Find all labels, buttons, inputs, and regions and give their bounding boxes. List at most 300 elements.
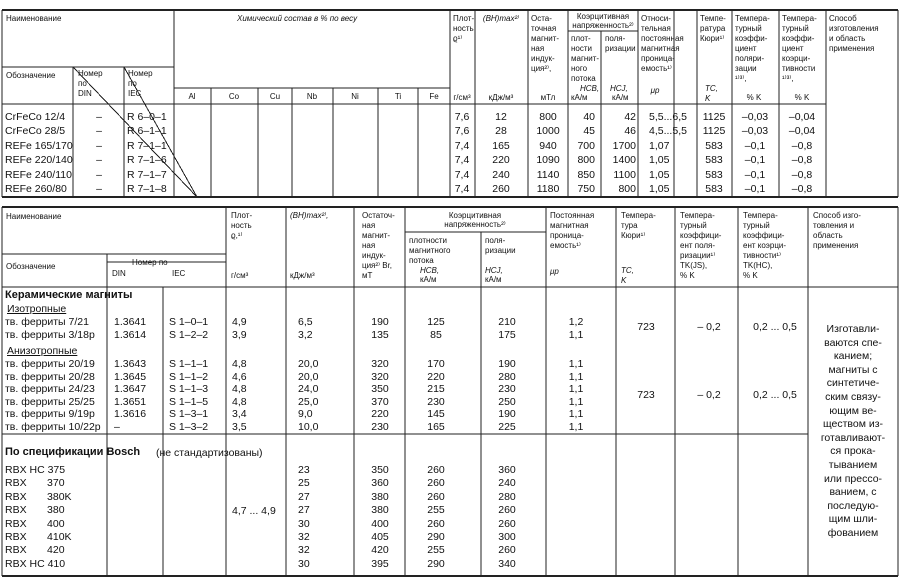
row-hcj: 260 [498, 517, 516, 530]
row-name: тв. ферриты 24/23 [5, 383, 95, 395]
row-perm: 1,1 [568, 408, 584, 420]
br-header: индук- [362, 251, 386, 260]
row-bh: 27 [298, 504, 310, 517]
row-iec: S 1–1–3 [169, 383, 209, 395]
row-hcj: 240 [498, 477, 516, 490]
perm-header: магнитная [550, 221, 589, 230]
row-name: REFe 165/170 [5, 139, 73, 152]
br-header: магнит- [362, 231, 391, 240]
tkcoer-header: TK(HC), [743, 261, 773, 270]
row-name: тв. ферриты 20/28 [5, 370, 95, 383]
tkpol-unit: % K [746, 93, 762, 102]
row-bh: 240 [492, 168, 510, 181]
row-hcj: 800 [618, 183, 636, 195]
row-density: 4,8 [232, 358, 247, 370]
iec-header: Номер [128, 69, 153, 78]
row-bh: 20,0 [298, 370, 319, 383]
density-header: ность [231, 221, 252, 230]
row-name: CrFeCo 12/4 [5, 111, 66, 123]
row-hcb: 145 [427, 408, 445, 420]
designation-header: Обозначение [6, 71, 56, 80]
br-header: точная [531, 24, 557, 33]
method-note: ванием, с [829, 486, 877, 499]
anisotropic-curie: 723 [637, 389, 655, 401]
row-tkpol: –0,03 [741, 125, 769, 138]
tkpol-header: ¹⁾³⁾, [735, 74, 747, 83]
row-bh: 220 [492, 154, 510, 167]
row-hcj: 230 [498, 383, 516, 395]
din-header: по [78, 79, 87, 88]
row-iec: S 1–2–2 [169, 328, 209, 341]
coerc-flux-header: магнитного [409, 246, 451, 255]
method-header: Способ изго- [813, 211, 861, 220]
method-note: или прессо- [823, 472, 883, 485]
row-din: 1.3641 [114, 316, 147, 328]
row-br: 1090 [536, 154, 560, 167]
isotropic-group-title: Изотропные [7, 303, 67, 315]
row-density: 7,4 [454, 154, 470, 167]
tkcoer-header: турный [782, 24, 809, 33]
hcj-header: HCJ, [485, 266, 503, 275]
row-bh: 10,0 [298, 420, 319, 433]
tkcoer-unit: % K [743, 271, 758, 280]
row-tkpol: –0,1 [744, 168, 766, 181]
coerc-pol-header: ризации [605, 44, 636, 53]
row-density: 7,4 [454, 183, 470, 195]
br-header: индук- [531, 54, 555, 63]
row-br: 395 [371, 557, 389, 570]
row-hcj: 225 [498, 420, 516, 433]
coerc-pol-header: ризации [485, 246, 516, 255]
row-density: 7,6 [454, 111, 470, 123]
row-tkcoer: –0,8 [791, 168, 813, 181]
row-perm: 1,1 [568, 370, 584, 383]
row-hcj: 42 [624, 111, 636, 123]
bosch-section-title: По спецификации Bosch [5, 446, 141, 458]
row-perm: 1,2 [568, 316, 584, 328]
tkpol-header: ризации¹⁾ [680, 251, 716, 260]
bosch-density: 4,7 ... 4,9 [232, 505, 276, 517]
row-br: 380 [371, 490, 389, 503]
br-unit: мТл [540, 93, 556, 102]
row-bh: 12 [495, 111, 507, 123]
row-perm: 1,1 [568, 328, 584, 341]
row-perm: 4,5...5,5 [649, 125, 687, 138]
perm-header: магнитная [641, 44, 680, 53]
bh-unit: кДж/м³ [488, 93, 514, 102]
row-iec: R 7–1–7 [127, 168, 167, 181]
iec-header: IEC [128, 89, 142, 98]
row-hcb: 700 [577, 139, 595, 152]
row-tkpol: –0,1 [744, 183, 766, 195]
tkcoer-header: тивности¹⁾ [743, 251, 782, 260]
isotropic-tkcoer: 0,2 ... 0,5 [753, 321, 797, 333]
method-header: область [813, 231, 843, 240]
row-hcj: 1700 [612, 139, 636, 152]
coerc-flux-header: магнит- [571, 54, 600, 63]
row-iec: S 1–3–1 [169, 408, 209, 420]
row-iec: S 1–1–5 [169, 395, 209, 408]
row-hcb: 255 [427, 504, 445, 517]
method-header: и область [829, 34, 866, 43]
element-header: Cu [269, 92, 281, 101]
row-iec: R 7–1–6 [127, 154, 167, 167]
row-hcb: 750 [577, 183, 595, 195]
row-hcj: 250 [498, 395, 516, 408]
coerc-header: Коэрцитивная [576, 12, 630, 21]
row-br: 800 [539, 111, 557, 123]
row-hcb: 220 [427, 370, 445, 383]
coerc-flux-header: плотности [409, 236, 448, 245]
perm-header: емость¹⁾ [550, 241, 581, 250]
isotropic-curie: 723 [637, 321, 655, 333]
row-hcb: 850 [577, 168, 595, 181]
row-bh: 30 [298, 517, 310, 530]
coerc-pol-header: поля- [605, 34, 626, 43]
row-perm: 1,1 [568, 358, 584, 370]
row-perm: 1,05 [649, 168, 670, 181]
row-br: 360 [371, 477, 389, 490]
density-unit: г/см³ [453, 93, 471, 102]
row-hcb: 260 [427, 517, 445, 530]
row-density: 3,9 [232, 328, 247, 341]
row-name: тв. ферриты 9/19р [5, 408, 95, 420]
curie-unit: K [621, 276, 627, 285]
method-note: ся прока- [830, 445, 876, 458]
coerc-pol-header: поля- [485, 236, 506, 245]
row-name: тв. ферриты 20/19 [5, 358, 95, 370]
anisotropic-tkcoer: 0,2 ... 0,5 [753, 389, 797, 401]
curie-unit: TC, [621, 266, 634, 275]
row-name: тв. ферриты 10/22р [5, 420, 101, 433]
density-header: Плот- [453, 14, 475, 23]
row-hcj: 340 [498, 557, 516, 570]
row-bh: 24,0 [298, 383, 319, 395]
coerc-flux-header: ного [571, 64, 588, 73]
row-perm: 1,07 [649, 139, 670, 152]
br-header: ция²⁾ Br, [362, 261, 393, 270]
anisotropic-tkpol: – 0,2 [697, 389, 721, 401]
row-bh: 3,2 [298, 328, 313, 341]
row-din: 1.3614 [114, 328, 147, 341]
row-br: 405 [371, 531, 389, 543]
row-hcj: 260 [498, 544, 516, 557]
row-iec: R 7–1–1 [127, 139, 167, 152]
element-header: Co [228, 92, 240, 101]
row-hcb: 800 [577, 154, 595, 167]
row-bh: 30 [298, 557, 310, 570]
row-hcj: 190 [498, 358, 516, 370]
row-density: 3,5 [232, 420, 247, 433]
row-name: REFe 260/80 [5, 183, 67, 195]
perm-header: емость¹⁾ [641, 64, 672, 73]
row-br: 940 [539, 139, 557, 152]
density-header: ность [453, 24, 474, 33]
curie-unit: TC, [705, 84, 718, 93]
density-unit: г/см³ [231, 271, 249, 280]
row-din: – [114, 420, 120, 433]
din-header: DIN [112, 269, 126, 278]
method-header: изготовления [829, 24, 879, 33]
row-hcb: 45 [583, 125, 595, 138]
row-name: RBX 400 [5, 517, 65, 530]
tkpol-header: зации [735, 64, 757, 73]
row-density: 4,8 [232, 395, 247, 408]
row-density: 7,4 [454, 168, 470, 181]
row-bh: 27 [298, 490, 310, 503]
perm-header: проница- [550, 231, 584, 240]
row-br: 230 [371, 420, 389, 433]
iec-header: по [128, 79, 137, 88]
isotropic-tkpol: – 0,2 [697, 321, 721, 333]
row-din: – [96, 183, 102, 195]
designation-header: Обозначение [6, 262, 56, 271]
row-bh: 23 [298, 464, 310, 476]
density-header: ϱ,¹⁾ [231, 231, 243, 240]
iec-header: IEC [172, 269, 186, 278]
method-note: ским связу- [825, 391, 881, 403]
row-bh: 165 [492, 139, 510, 152]
row-hcj: 360 [498, 464, 516, 476]
row-hcb: 290 [427, 557, 445, 570]
row-hcj: 1400 [612, 154, 636, 167]
coerc-flux-header: плот- [571, 34, 591, 43]
tkpol-header: турный [735, 24, 762, 33]
row-iec: S 1–1–1 [169, 358, 209, 370]
tkpol-header: поляри- [735, 54, 765, 63]
row-br: 190 [371, 316, 389, 328]
method-note: последую- [827, 499, 879, 512]
row-bh: 25 [298, 477, 310, 490]
coerc-header: напряженность²⁾ [572, 21, 634, 30]
row-din: – [96, 111, 102, 123]
row-perm: 5,5...6,5 [649, 111, 687, 123]
row-br: 350 [371, 464, 389, 476]
row-br: 1000 [536, 125, 560, 138]
chem-header: Химический состав в % по весу [237, 14, 358, 23]
tkcoer-header: ент коэрци- [743, 241, 787, 250]
row-name: тв. ферриты 3/18р [5, 328, 95, 341]
row-din: 1.3647 [114, 383, 147, 395]
row-density: 3,4 [232, 408, 247, 420]
row-hcb: 260 [427, 464, 445, 476]
row-perm: 1,05 [649, 183, 670, 195]
row-hcj: 260 [498, 504, 516, 517]
tkcoer-header: Темпера- [743, 211, 778, 220]
row-hcb: 125 [427, 316, 445, 328]
method-header: товления и [813, 221, 855, 230]
row-tkcoer: –0,8 [791, 154, 813, 167]
row-hcj: 210 [498, 316, 516, 328]
perm-unit: μp [650, 86, 660, 95]
row-din: – [96, 139, 102, 152]
row-br: 370 [371, 395, 389, 408]
row-bh: 260 [492, 183, 510, 195]
br-header: ная [362, 221, 376, 230]
bh-header: (BH)max²⁾ [482, 14, 520, 23]
tkcoer-header: коэффи- [782, 34, 815, 43]
tkpol-header: циент [735, 44, 757, 53]
method-note: магниты с [828, 363, 878, 376]
row-curie: 583 [705, 168, 723, 181]
row-br: 1140 [536, 168, 560, 181]
row-br: 400 [371, 517, 389, 530]
hcb-unit: кА/м [420, 275, 437, 284]
method-note: фованием [827, 527, 879, 539]
row-iec: S 1–3–2 [169, 420, 209, 433]
row-curie: 1125 [702, 111, 726, 123]
row-din: 1.3616 [114, 408, 147, 420]
element-header: Al [188, 92, 196, 101]
row-iec: S 1–1–2 [169, 370, 209, 383]
tkcoer-header: коэффици- [743, 231, 785, 240]
name-header: Наименование [6, 14, 62, 23]
row-br: 320 [371, 358, 389, 370]
row-name: RBX HC 410 [5, 557, 66, 570]
row-hcb: 260 [427, 490, 445, 503]
method-note: Изготавли- [826, 323, 880, 335]
row-curie: 583 [705, 154, 723, 167]
tkpol-unit: % K [680, 271, 695, 280]
tkpol-header: коэффи- [735, 34, 768, 43]
tkcoer-header: циент [782, 44, 804, 53]
row-curie: 583 [705, 183, 723, 195]
row-density: 4,9 [232, 316, 247, 328]
row-hcb: 170 [427, 358, 445, 370]
tkcoer-header: ¹⁾³⁾, [782, 74, 794, 83]
row-name: REFe 240/110 [5, 168, 72, 181]
row-name: тв. ферриты 7/21 [5, 316, 89, 328]
row-tkpol: –0,1 [744, 154, 766, 167]
method-note: готавливают- [820, 431, 886, 444]
row-din: – [96, 154, 102, 167]
row-hcj: 1100 [613, 168, 636, 181]
row-bh: 28 [495, 125, 507, 138]
row-density: 4,6 [232, 370, 247, 383]
row-iec: R 6–1–1 [127, 125, 167, 138]
tkpol-header: TK(JS), [680, 261, 708, 270]
density-header: Плот- [231, 211, 253, 220]
curie-header: ратура [700, 24, 726, 33]
row-tkcoer: –0,04 [788, 125, 816, 138]
row-din: 1.3643 [114, 358, 147, 370]
tkpol-header: Темпера- [735, 14, 770, 23]
row-perm: 1,1 [568, 420, 584, 433]
br-header: Остаточ- [362, 211, 395, 220]
row-hcb: 40 [583, 111, 595, 123]
row-hcb: 215 [427, 383, 445, 395]
row-tkpol: –0,1 [744, 139, 766, 152]
row-hcj: 46 [624, 125, 636, 138]
method-note: ваются спе- [824, 336, 882, 349]
perm-header: Относи- [641, 14, 671, 23]
method-note: канием; [833, 350, 873, 363]
coerc-flux-header: ности [571, 44, 592, 53]
row-din: 1.3651 [114, 395, 147, 408]
row-bh: 9,0 [298, 408, 313, 420]
tkcoer-header: тивности [782, 64, 816, 73]
row-din: 1.3645 [114, 370, 147, 383]
method-note: щим шли- [828, 513, 878, 526]
curie-header: Кюри¹⁾ [700, 34, 725, 43]
coerc-header: Коэрцитивная [448, 211, 502, 220]
tkpol-header: турный [680, 221, 707, 230]
perm-header: Постоянная [550, 211, 595, 220]
curie-header: Кюри¹⁾ [621, 231, 646, 240]
row-br: 420 [371, 544, 389, 557]
element-header: Fe [429, 92, 439, 101]
tkpol-header: ент поля- [680, 241, 716, 250]
row-name: RBX 420 [5, 544, 65, 557]
row-perm: 1,05 [649, 154, 670, 167]
row-name: RBX 380K [5, 490, 72, 503]
row-density: 7,4 [454, 139, 470, 152]
row-br: 320 [371, 370, 389, 383]
bh-header: (BH)max²⁾, [290, 211, 329, 220]
tkcoer-unit: % K [794, 93, 810, 102]
element-header: Nb [306, 92, 318, 101]
hcb-header: HCB, [420, 266, 440, 275]
method-note: ющим ве- [829, 404, 877, 417]
bosch-note: (не стандартизованы) [156, 447, 263, 459]
row-iec: R 7–1–8 [127, 183, 167, 195]
ceramic-section-title: Керамические магниты [5, 289, 133, 301]
tkcoer-header: коэрци- [782, 54, 811, 63]
row-hcb: 255 [427, 544, 445, 557]
perm-header: тельная [641, 24, 671, 33]
row-density: 7,6 [454, 125, 470, 138]
method-header: применения [813, 241, 859, 250]
row-name: RBX HC 375 [5, 464, 66, 476]
row-br: 220 [371, 408, 389, 420]
row-hcj: 190 [498, 408, 516, 420]
bh-unit: кДж/м³ [290, 271, 315, 280]
row-tkcoer: –0,8 [791, 183, 813, 195]
curie-header: Темпе- [700, 14, 726, 23]
row-br: 135 [371, 328, 389, 341]
br-unit: мТ [362, 271, 373, 280]
row-din: – [96, 168, 102, 181]
tkpol-header: коэффици- [680, 231, 722, 240]
din-header: DIN [78, 89, 92, 98]
row-din: – [96, 125, 102, 138]
hcj-unit: кА/м [612, 93, 629, 102]
row-density: 4,8 [232, 383, 247, 395]
row-br: 1180 [536, 183, 560, 195]
row-hcj: 175 [498, 328, 516, 341]
tkcoer-header: турный [743, 221, 770, 230]
name-header: Наименование [6, 212, 62, 221]
br-header: ная [362, 241, 376, 250]
row-name: RBX 370 [5, 477, 65, 490]
row-curie: 1125 [702, 125, 726, 138]
din-header: Номер [78, 69, 103, 78]
br-header: магнит- [531, 34, 560, 43]
br-header: ная [531, 44, 545, 53]
method-header: применения [829, 44, 875, 53]
row-hcj: 280 [498, 490, 516, 503]
row-name: RBX 410K [5, 531, 72, 543]
row-bh: 32 [298, 544, 310, 557]
perm-header: проница- [641, 54, 675, 63]
tkcoer-header: Темпера- [782, 14, 817, 23]
br-header: Оста- [531, 14, 552, 23]
coerc-flux-header: потока [571, 74, 596, 83]
row-iec: S 1–0–1 [169, 316, 209, 328]
coerc-header: напряженность²⁾ [444, 220, 506, 229]
row-tkpol: –0,03 [741, 111, 769, 123]
row-perm: 1,1 [568, 395, 584, 408]
